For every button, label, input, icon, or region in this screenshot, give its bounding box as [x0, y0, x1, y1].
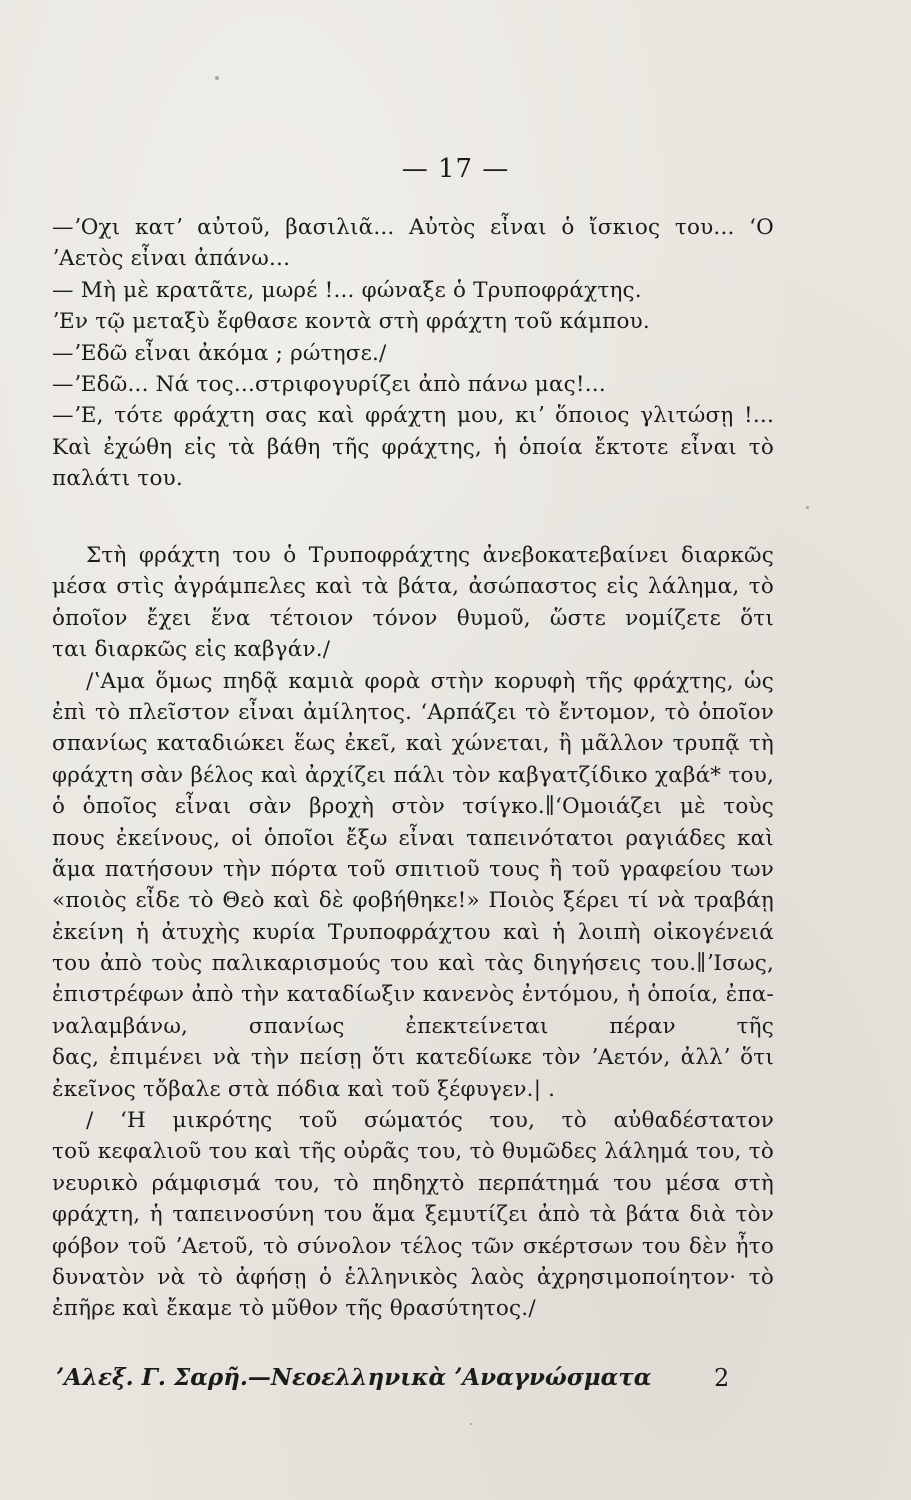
footer-signature-title: ʼΑλεξ. Γ. Σαρῆ.—Νεοελληνικὰ ʼΑναγνώσματα	[56, 1364, 652, 1391]
printer-signature-mark: 2	[714, 1364, 730, 1392]
narrative-block	[52, 540, 774, 1325]
text-line: —ʼΟχι κατʼ αὐτοῦ, βασιλιᾶ... Αὐτὸς εἶναι ὁ ἴσκιος του... ʻΟ	[52, 215, 774, 240]
text-line: φράχτη, ἡ ταπεινοσύνη του ἅμα ξεμυτίζει ἀπὸ τὰ βάτα διὰ τὸν	[52, 1202, 774, 1228]
text-line: —ʼΕδῶ... Νά τος...στριφογυρίζει ἀπὸ πάνω μας!...	[52, 372, 606, 398]
text-line: δυνατὸν νὰ τὸ ἀφήσῃ ὁ ἑλληνικὸς λαὸς ἀχρησιμοποίητον· τὸ	[52, 1265, 774, 1291]
text-line: —ʼΕ, τότε φράχτη σας καὶ φράχτη μου, κιʼ ὅποιος γλιτώσῃ !...	[52, 403, 774, 429]
text-line: φράχτη σὰν βέλος καὶ ἀρχίζει πάλι τὸν καβγατζίδικο χαβά* του,	[52, 762, 774, 788]
text-line: ὁποῖον ἔχει ἕνα τέτοιον τόνον θυμοῦ, ὥστε νομίζετε ὅτι	[52, 605, 774, 631]
paper-speck	[470, 1423, 472, 1425]
text-line: ἐπῆρε καὶ ἔκαμε τὸ μῦθον τῆς θρασύτητος./	[52, 1296, 536, 1322]
text-line: Στὴ φράχτη του ὁ Τρυποφράχτης ἀνεβοκατεβαίνει διαρκῶς	[86, 543, 774, 568]
text-line: — Μὴ μὲ κρατᾶτε, μωρέ !... φώναξε ὁ Τρυποφράχτης.	[52, 277, 642, 303]
text-line: ἅμα πατήσουν τὴν πόρτα τοῦ σπιτιοῦ τους ἢ τοῦ γραφείου των	[52, 856, 774, 882]
text-line: φόβον τοῦ ʼΑετοῦ, τὸ σύνολον τέλος τῶν σκέρτσων του δὲν ἦτο	[52, 1233, 774, 1259]
page-number: — 17 —	[401, 154, 510, 184]
text-line: τοῦ κεφαλιοῦ του καὶ τῆς οὐρᾶς του, τὸ θυμῶδες λάλημά του, τὸ	[52, 1139, 774, 1165]
text-line: ʼΕν τῷ μεταξὺ ἔφθασε κοντὰ στὴ φράχτη τοῦ κάμπου.	[52, 309, 650, 335]
dialogue-block	[52, 212, 774, 495]
text-line: ἐκεῖνος τὄβαλε στὰ πόδια καὶ τοῦ ξέφυγεν.| .	[52, 1076, 556, 1102]
text-line: πους ἐκείνους, οἱ ὁποῖοι ἔξω εἶναι ταπεινότατοι ραγιάδες καὶ	[52, 825, 774, 851]
text-line: ʼΑετὸς εἶναι ἀπάνω...	[52, 246, 291, 272]
text-line: δας, ἐπιμένει νὰ τὴν πείσῃ ὅτι κατεδίωκε τὸν ʼΑετόν, ἀλλʼ ὅτι	[52, 1045, 774, 1071]
text-line: / ʻΗ μικρότης τοῦ σώματός του, τὸ αὐθαδέστατον	[86, 1108, 774, 1134]
paper-speck	[806, 506, 809, 509]
text-line: ἐπὶ τὸ πλεῖστον εἶναι ἀμίλητος. ʻΑρπάζει τὸ ἔντομον, τὸ ὁποῖον	[52, 699, 774, 725]
text-line: ἐπιστρέφων ἀπὸ τὴν καταδίωξιν κανενὸς ἐντόμου, ἡ ὁποία, ἐπα-	[52, 982, 774, 1008]
text-line: του ἀπὸ τοὺς παλικαρισμούς του καὶ τὰς διηγήσεις του.∥ʼΙσως,	[52, 951, 774, 977]
text-line: σπανίως καταδιώκει ἕως ἐκεῖ, καὶ χώνεται, ἢ μᾶλλον τρυπᾷ τὴ	[52, 731, 774, 757]
text-line: ἐκείνη ἡ ἀτυχὴς κυρία Τρυποφράχτου καὶ ἡ λοιπὴ οἰκογένειά	[52, 919, 774, 945]
text-line: παλάτι του.	[52, 466, 183, 492]
text-line: —ʼΕδῶ εἶναι ἀκόμα ; ρώτησε./	[52, 340, 387, 366]
text-line: νευρικὸ ράμφισμά του, τὸ πηδηχτὸ περπάτημά του μέσα στὴ	[52, 1170, 774, 1196]
text-line: ναλαμβάνω, σπανίως ἐπεκτείνεται πέραν τῆς	[52, 1013, 774, 1039]
text-line: μέσα στὶς ἀγράμπελες καὶ τὰ βάτα, ἀσώπαστος εἰς λάλημα, τὸ	[52, 574, 774, 600]
text-line: «ποιὸς εἶδε τὸ Θεὸ καὶ δὲ φοβήθηκε!» Ποιὸς ξέρει τί νὰ τραβάῃ	[52, 888, 774, 914]
text-line: ὁ ὁποῖος εἶναι σὰν βροχὴ στὸν τσίγκο.∥ʻΟμοιάζει μὲ τοὺς	[52, 794, 774, 820]
text-line: ται διαρκῶς εἰς καβγάν./	[52, 637, 331, 663]
text-line: Καὶ ἐχώθη εἰς τὰ βάθη τῆς φράχτης, ἡ ὁποία ἔκτοτε εἶναι τὸ	[52, 434, 774, 460]
text-line: /ʽΑμα ὅμως πηδᾷ καμιὰ φορὰ στὴν κορυφὴ τῆς φράχτης, ὡς	[86, 668, 774, 694]
paper-speck	[215, 76, 219, 80]
